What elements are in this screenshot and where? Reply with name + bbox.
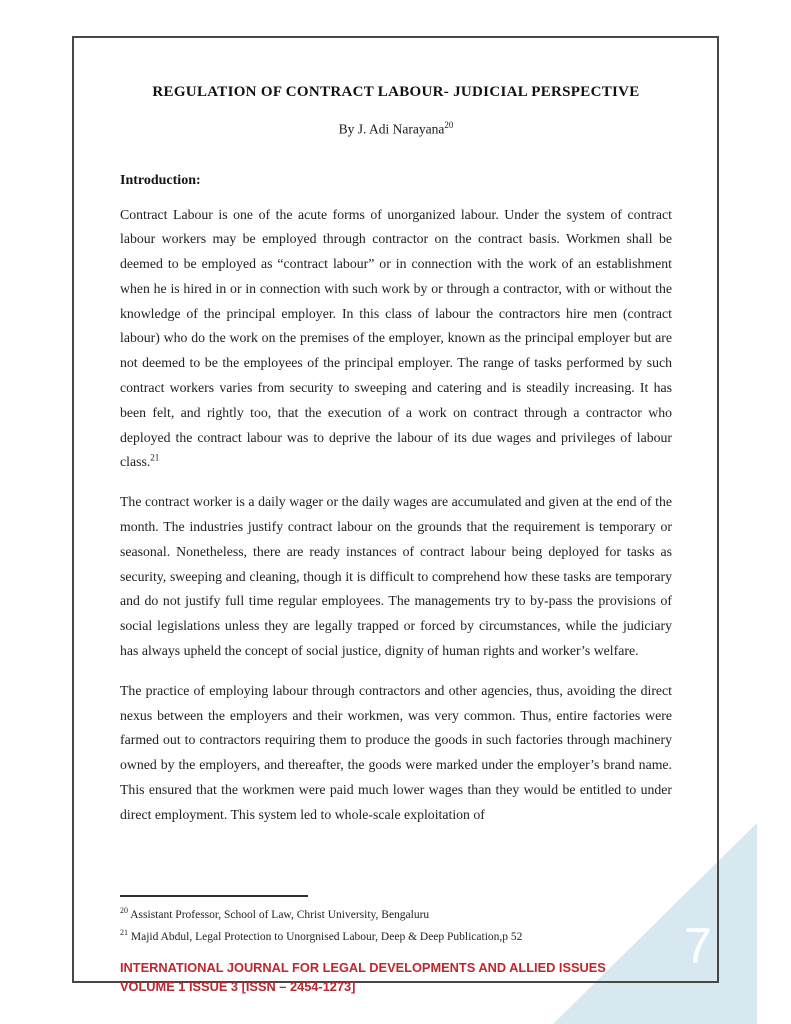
article-content	[120, 82, 672, 828]
footnote-21-marker: 21	[120, 927, 128, 937]
section-heading: Introduction:	[120, 172, 201, 188]
paragraph-2	[120, 490, 672, 664]
paragraph-3-text: The practice of employing labour through contractors and other agencies, thus, avoiding the direct nexus between the employers and their workmen, was very common. Thus, entire factories were farmed out to contractors requiring them to produce the goods in such factories through machinery owned by the employers, and thereafter, the goods were marked under the employer’s brand name. This ensured that the workmen were paid much lower wages than they would be entitled to under direct employment. This system led to whole-scale exploitation of	[120, 682, 672, 822]
footnote-20-marker: 20	[120, 906, 128, 915]
paragraph-1-text: Contract Labour is one of the acute forms of unorganized labour. Under the system of contract labour workers may be employed through contractor on the contract basis. Workmen shall be deemed to be employed as “contract labour” or in connection with the work of an establishment when he is hired in or in connection with such work by or through a contractor, with or without the knowledge of the principal employer. In this class of labour the contractors hire men (contract labour) who do the work on the premises of the employer, known as the principal employer but are not deemed to be the employees of the principal employer. The range of tasks performed by such contract workers varies from security to sweeping and catering and is steadily increasing. It has been felt, and rightly too, that the execution of a work on contract through a contractor who deployed the contract labour was to deprive the labour of its due wages and privileges of labour class.	[120, 206, 672, 470]
paragraph-1	[120, 203, 672, 476]
footnote-20	[120, 902, 672, 924]
volume-issue-issn: VOLUME 1 ISSUE 3 [ISSN – 2454-1273]	[120, 978, 356, 994]
article-title: REGULATION OF CONTRACT LABOUR- JUDICIAL PERSPECTIVE	[152, 84, 640, 100]
page-number: 7	[684, 918, 712, 974]
page-bottom-block	[120, 895, 672, 996]
footnote-21	[120, 924, 672, 946]
journal-footer	[120, 958, 672, 996]
byline	[120, 116, 672, 139]
byline-footnote-ref: 20	[444, 120, 454, 130]
footnote-separator	[120, 895, 308, 897]
page-border-frame	[72, 36, 719, 994]
paragraph-1-footnote-ref: 21	[150, 452, 160, 463]
journal-name: INTERNATIONAL JOURNAL FOR LEGAL DEVELOPMENTS AND ALLIED ISSUES	[120, 959, 606, 975]
footnote-20-text: Assistant Professor, School of Law, Christ University, Bengaluru	[130, 908, 430, 921]
paragraph-3	[120, 679, 672, 828]
byline-text: By J. Adi Narayana	[338, 121, 445, 137]
paragraph-2-text: The contract worker is a daily wager or the daily wages are accumulated and given at the end of the month. The industries justify contract labour on the grounds that the requirement is temporary or seasonal. Nonetheless, there are ready instances of contract labour being deployed for tasks as security, sweeping and cleaning, though it is difficult to comprehend how these tasks are temporary and do not justify full time regular employees. The managements try to by-pass the provisions of social legislations unless they are legally trapped or forced by circumstances, while the judiciary has always upheld the concept of social justice, dignity of human rights and worker’s welfare.	[120, 494, 672, 659]
footnote-21-text: Majid Abdul, Legal Protection to Unorgnised Labour, Deep & Deep Publication,p 52	[130, 930, 523, 943]
